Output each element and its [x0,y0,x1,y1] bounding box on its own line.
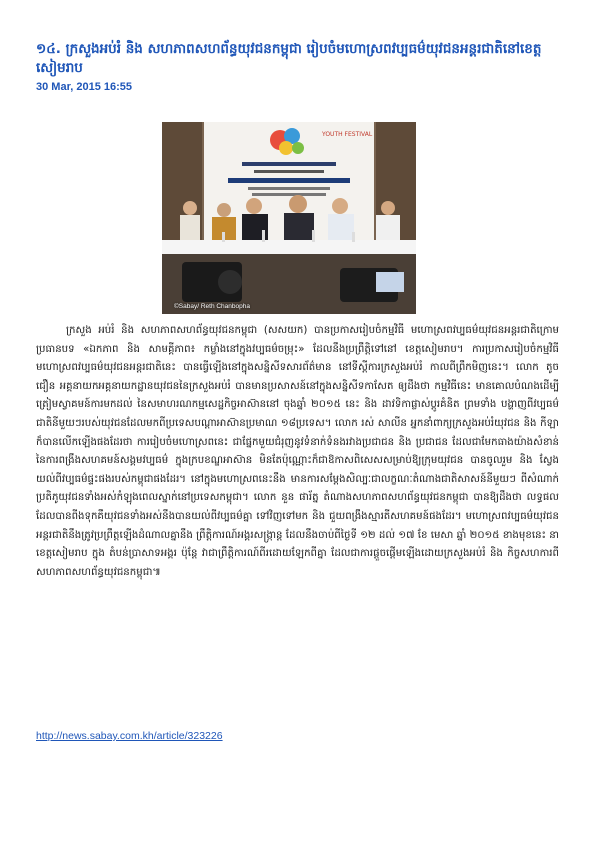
article-title: ១៤. ក្រសួងអប់រំ និង សហភាពសហព័ន្ធយុវជនកម្ពុជា រៀបចំមហោស្រពវប្បធម៌យុវជនអន្តរជាតិនៅខេត្ត សៀមរាប [36,41,542,76]
article-date: 30 Mar, 2015 16:55 [36,81,133,93]
source-link[interactable]: http://news.sabay.com.kh/article/323226 [36,730,223,742]
photo-illustration [162,122,416,314]
article-body: ក្រសួង អប់រំ និង សហភាពសហព័ន្ធយុវជនកម្ពុជា (សសយក) បានប្រកាសរៀបចំកម្មវិធី មហោស្រពវប្បធម៌យុវជនអន្តរជាតិក្រោមប្រធានបទ «ឯកភាព និង សាមគ្គីភាព៖ កម្លាំងនៅក្នុងវប្បធម៌ចម្រុះ» ដែលនឹងប្រព្រឹត្តិទៅនៅ ខេត្តសៀមរាប។ ការប្រកាសរៀបចំកម្មវិធី មហោស្រពវប្បធម៌យុវជនអន្តរជាតិនេះ បានធ្វើឡើងនៅក្នុងសន្និសីទសារព័ត៌មាន នៅទីស្តីការក្រសួងអប់រំ កាលពីព្រឹកមិញនេះ។ លោក តូច ជឿន អគ្គនាយកអគ្គនាយកដ្ឋានយុវជននៃក្រសួងអប់រំ បានមានប្រសាសន៍នៅក្នុងសន្និសីទកាសែត ឲ្យដឹងថា កម្មវិធីនេះ មានគោលបំណងដើម្បីត្រៀមស្វាគមន៍ការមកដល់ នៃសមាហរណកម្មសេដ្ឋកិច្ចអាស៊ាននៅ ចុងឆ្នាំ ២០១៥ នេះ និង ដាវទិកាផ្លាស់ប្តូរគំនិត ព្រមទាំង បង្ហាញពីវប្បធម៌ជាតិនីមួយៗរបស់យុវជនដែលមកពីប្រទេសបណ្តាអាស៊ានប្រមាណ ១៨ប្រទេស។ លោក រស់ សាលីន អ្នកនាំពាក្យក្រសួងអប់រំយុវជន និង កីឡា ក៏បានលើកឡើងផងដែរថា ការរៀបចំមហោស្រពនេះ ជាផ្នែកមួយជំរុញនូវទំនាក់ទំនងរវាងប្រជាជន និង ប្រជាជន ដែលជាមែកធាងយ៉ាងសំខាន់នៃការពង្រឹងសហគមន៍សង្គមវប្បធម៌ ក្នុងក្របខណ្ឌអាស៊ាន មិនតែប៉ុណ្ណោះក៏ជាឱកាសពិសេសសម្រាប់ឱ្យក្រុមយុវជន បានចូលរួម និង ស្វែងយល់ពីវប្បធម៌ផ្ទះផងរបស់កម្ពុជាផងដែរ។ នៅក្នុងមហោស្រពនេះនឹង មានការសម្តែងសិល្បៈជាលក្ខណៈតំណាងជាតិសាសន៍នីមួយៗ ពីសំណាក់ប្រតិភូយុវជនទាំងអស់កំឡុងពេលស្នាក់នៅប្រទេសកម្ពុជា។ លោក នួន ផារ័ត្ន តំណាងសហភាពសហព័ន្ធយុវជនកម្ពុជា បានឱ្យដឹងថា លទ្ធផលដែលបានពីងទុកគឺយុវជនទាំងអស់នឹងបានយល់ពីវប្បធម៌គ្នា ទៅវិញទៅមក និង ជួយពង្រឹងស្មារតីសហគមន៍ផងដែរ។ មហោស្រពវប្បធម៌យុវជនអន្តរជាតិនឹងត្រូវប្រព្រឹត្តឡើងដំណាលគ្នានឹង ព្រឹត្តិការណ៍អង្គរសង្ក្រាន្ត ដែលនឹងចាប់ពីថ្ងៃទី ១២ ដល់ ១៧ ខែ មេសា ឆ្នាំ ២០១៥ ខាងមុខនេះ នាខេត្តសៀមរាប ក្នុង តំបន់ប្រាសាទអង្គរ ប៉ុន្តែ វាជាព្រឹត្តិការណ៍ពីរដោយឡែកពីគ្នា ដែលជាការផ្តួចផ្តើមឡើងដោយក្រសួងអប់រំ និង កិច្ចសហការពី សហភាពសហព័ន្ធយុវជនកម្ពុជា៕ [36,325,559,578]
photo-credit: ©Sabay/ Reth Chanbopha [174,303,250,310]
banner-logo-text: YOUTH FESTIVAL [322,131,373,138]
press-conference-photo [162,122,416,314]
